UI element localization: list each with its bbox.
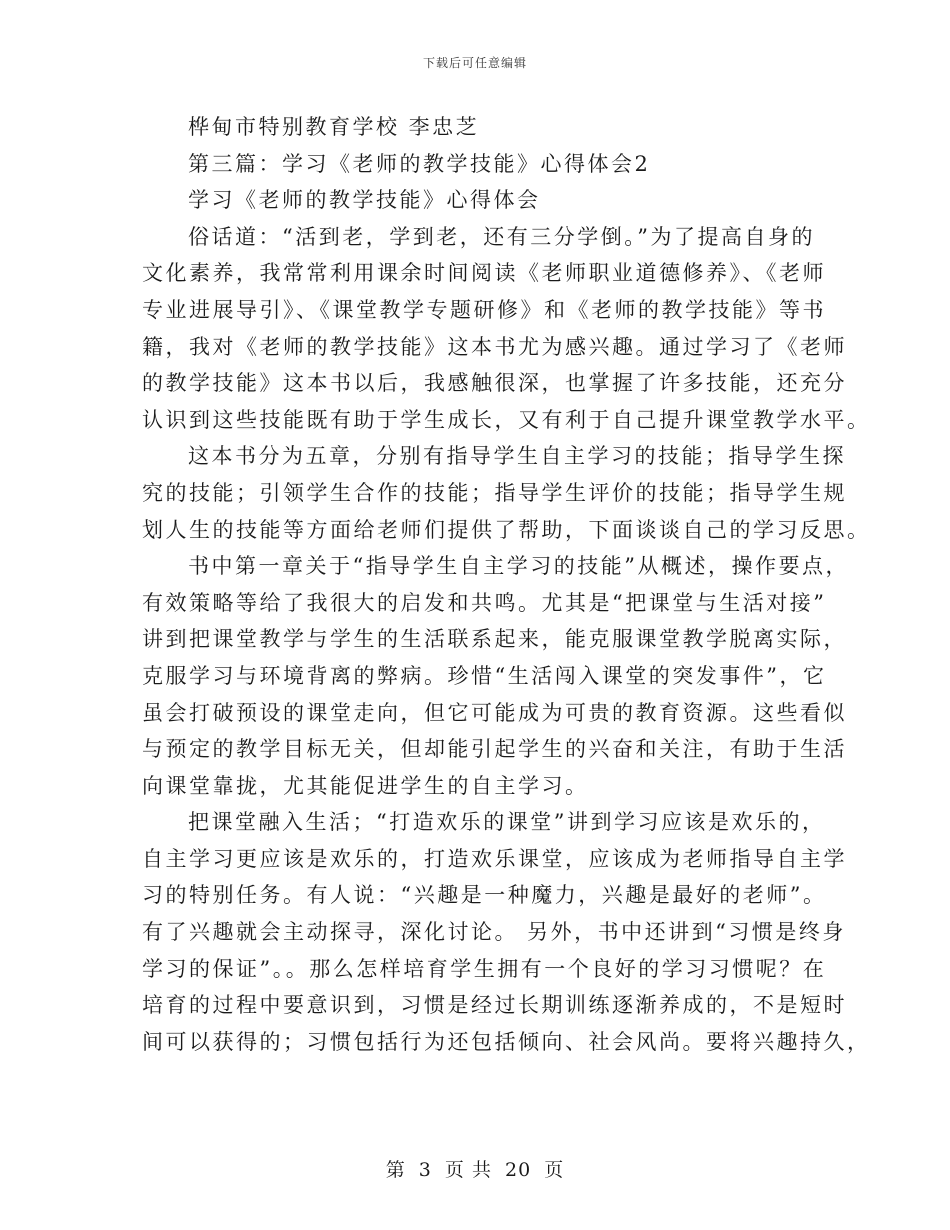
- paragraph-line: 划人生的技能等方面给老师们提供了帮助，下面谈谈自己的学习反思。: [142, 517, 871, 542]
- page-header: 下载后可任意编辑: [422, 56, 527, 70]
- paragraph-line: 俗话道：“活到老，学到老，还有三分学倒。”为了提高自身的: [188, 224, 815, 249]
- paragraph-line: 有效策略等给了我很大的启发和共鸣。尤其是“把课堂与生活对接”: [142, 590, 827, 615]
- paragraph-line: 文化素养，我常常利用课余时间阅读《老师职业道德修养》、《老师: [142, 261, 826, 286]
- section-heading: 第三篇：学习《老师的教学技能》心得体会2: [188, 151, 651, 176]
- paragraph-line: 有了兴趣就会主动探寻，深化讨论。 另外，书中还讲到“习惯是终身: [142, 920, 846, 945]
- paragraph-line: 克服学习与环境背离的弊病。珍惜“生活闯入课堂的突发事件”，它: [142, 663, 827, 688]
- current-page-number: 3: [418, 1159, 432, 1181]
- page-suffix: 页: [544, 1159, 565, 1181]
- paragraph-line: 究的技能；引领学生合作的技能；指导学生评价的技能；指导学生规: [142, 480, 847, 505]
- paragraph-line: 认识到这些技能既有助于学生成长，又有利于自己提升课堂教学水平。: [142, 407, 871, 432]
- paragraph-line: 讲到把课堂教学与学生的生活联系起来，能克服课堂教学脱离实际，: [142, 627, 847, 652]
- paragraph-line: 自主学习更应该是欢乐的，打造欢乐课堂，应该成为老师指导自主学: [142, 846, 847, 871]
- paragraph-line: 书中第一章关于“指导学生自主学习的技能”从概述，操作要点，: [188, 554, 849, 579]
- article-title: 学习《老师的教学技能》心得体会: [188, 188, 541, 213]
- paragraph-line: 向课堂靠拢，尤其能促进学生的自主学习。: [142, 773, 589, 798]
- paragraph-line: 习的特别任务。有人说：“兴趣是一种魔力，兴趣是最好的老师”。: [142, 883, 827, 908]
- paragraph-line: 这本书分为五章，分别有指导学生自主学习的技能；指导学生探: [188, 444, 846, 469]
- paragraph-line: 与预定的教学目标无关，但却能引起学生的兴奋和关注，有助于生活: [142, 737, 847, 762]
- page-mid-text: 页 共: [444, 1159, 492, 1181]
- paragraph-line: 间可以获得的；习惯包括行为还包括倾向、社会风尚。要将兴趣持久，: [142, 1029, 871, 1054]
- page-footer: [0, 1155, 950, 1182]
- paragraph-line: 的教学技能》这本书以后，我感触很深，也掌握了许多技能，还充分: [142, 371, 847, 396]
- paragraph-line: 虽会打破预设的课堂走向，但它可能成为可贵的教育资源。这些看似: [142, 700, 847, 725]
- total-pages-number: 20: [505, 1159, 532, 1181]
- paragraph-line: 培育的过程中要意识到，习惯是经过长期训练逐渐养成的，不是短时: [142, 993, 847, 1018]
- paragraph-line: 专业进展导引》、《课堂教学专题研修》和《老师的教学技能》等书: [142, 297, 826, 322]
- author-line: 桦甸市特别教育学校 李忠芝: [188, 115, 480, 139]
- paragraph-line: 把课堂融入生活；“打造欢乐的课堂”讲到学习应该是欢乐的，: [188, 810, 826, 835]
- paragraph-line: 籍，我对《老师的教学技能》这本书尤为感兴趣。通过学习了《老师: [142, 334, 847, 359]
- paragraph-line: 学习的保证”。。那么怎样培育学生拥有一个良好的学习习惯呢？在: [142, 956, 827, 981]
- document-body: [142, 109, 871, 1060]
- page-prefix: 第: [385, 1159, 406, 1181]
